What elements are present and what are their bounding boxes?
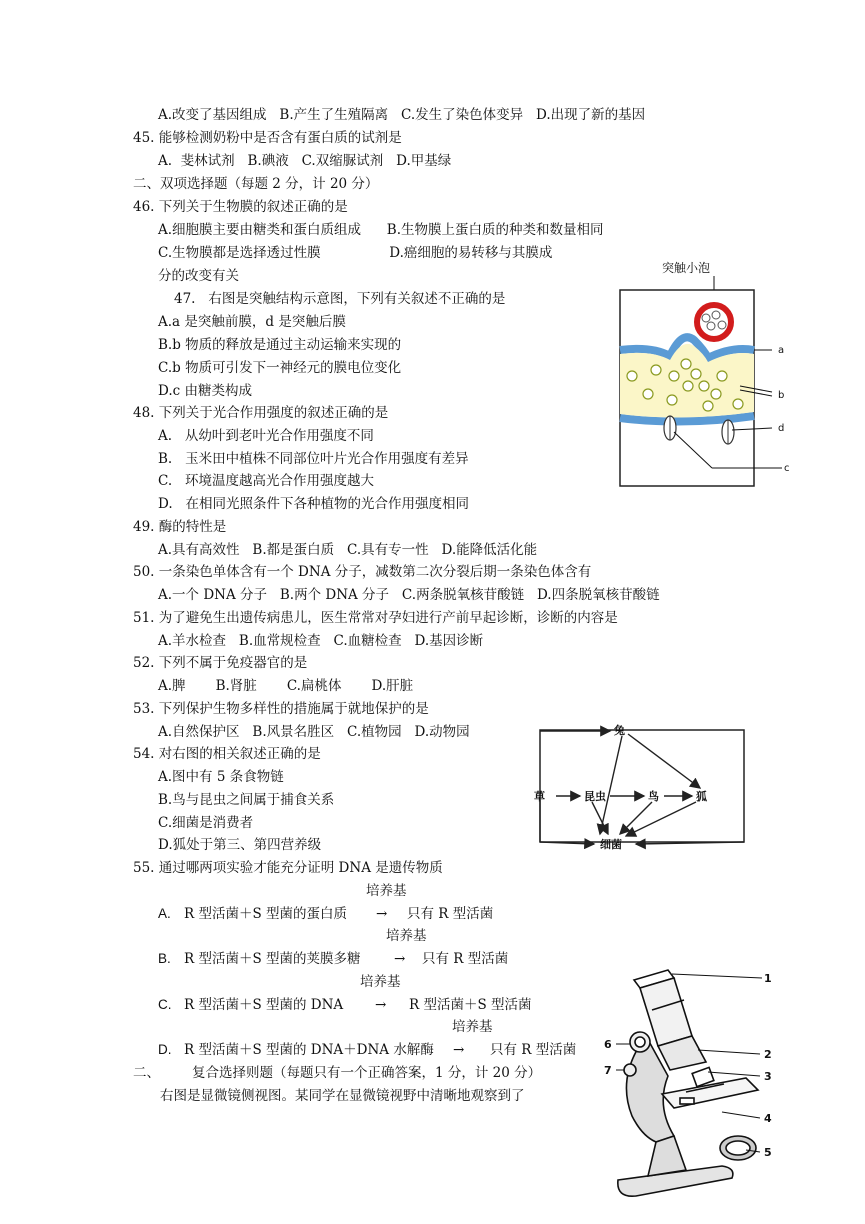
- food-web-node-insect: 昆虫: [584, 790, 606, 803]
- q53-options: A.自然保护区 B.风景名胜区 C.植物园 D.动物园: [158, 724, 470, 740]
- synaptic-vesicle-label: 突触小泡: [662, 261, 711, 275]
- microscope-diagram: [596, 966, 786, 1206]
- q52-stem: 52. 下列不属于免疫器官的是: [133, 655, 308, 671]
- q55-option-d-result: 只有 R 型活菌: [490, 1042, 577, 1058]
- q47-option-a: A.a 是突触前膜，d 是突触后膜: [158, 314, 346, 330]
- q47-stem: 47. 右图是突触结构示意图，下列有关叙述不正确的是: [174, 291, 506, 307]
- food-web-node-bird: 鸟: [648, 790, 659, 803]
- q47-option-c: C.b 物质可引发下一神经元的膜电位变化: [158, 360, 402, 376]
- q55-medium-label-a: 培养基: [366, 883, 407, 899]
- q55-option-a-letter: A.: [158, 906, 171, 921]
- q55-option-c-letter: C.: [158, 997, 172, 1012]
- microscope-label-7: 7: [604, 1064, 612, 1077]
- food-web-diagram: [530, 720, 750, 855]
- q55-option-b-arrow: →: [394, 951, 406, 967]
- section3-heading: 复合选择则题（每题只有一个正确答案，1 分，计 20 分）: [192, 1065, 542, 1081]
- q48-option-d: D. 在相同光照条件下各种植物的光合作用强度相同: [158, 496, 470, 512]
- q55-option-d-text: R 型活菌＋S 型菌的 DNA＋DNA 水解酶: [184, 1042, 434, 1058]
- q54-option-c: C.细菌是消费者: [158, 815, 254, 831]
- q48-option-c: C. 环境温度越高光合作用强度越大: [158, 473, 375, 489]
- q51-stem: 51. 为了避免生出遗传病患儿，医生常常对孕妇进行产前早起诊断，诊断的内容是: [133, 610, 618, 626]
- q46-option-d-cont: 分的改变有关: [158, 268, 239, 284]
- q55-option-c-arrow: →: [375, 997, 387, 1013]
- q55-medium-label-c: 培养基: [360, 974, 401, 990]
- q55-option-c-text: R 型活菌＋S 型菌的 DNA: [184, 997, 344, 1013]
- microscope-label-6: 6: [604, 1038, 612, 1051]
- q52-options: A.脾 B.肾脏 C.扁桃体 D.肝脏: [158, 678, 414, 694]
- q55-option-d-arrow: →: [453, 1042, 465, 1058]
- synapse-diagram: [612, 258, 792, 490]
- q55-option-c-result: R 型活菌＋S 型活菌: [409, 997, 532, 1013]
- synapse-label-c: c: [784, 463, 790, 474]
- q55-option-d-letter: D.: [158, 1042, 172, 1057]
- q55-medium-label-b: 培养基: [386, 928, 427, 944]
- microscope-label-1: 1: [764, 972, 772, 985]
- q45-stem: 45. 能够检测奶粉中是否含有蛋白质的试剂是: [133, 130, 402, 146]
- q48-stem: 48. 下列关于光合作用强度的叙述正确的是: [133, 405, 389, 421]
- food-web-node-rabbit: 兔: [614, 724, 625, 737]
- q55-option-a-arrow: →: [376, 906, 388, 922]
- q55-stem: 55. 通过哪两项实验才能充分证明 DNA 是遗传物质: [133, 860, 443, 876]
- section3-intro: 右图是显微镜侧视图。某同学在显微镜视野中清晰地观察到了: [160, 1088, 525, 1104]
- synapse-label-a: a: [778, 345, 785, 356]
- microscope-label-2: 2: [764, 1048, 772, 1061]
- q48-option-a: A. 从幼叶到老叶光合作用强度不同: [158, 428, 374, 444]
- q46-options-ab: A.细胞膜主要由糖类和蛋白质组成 B.生物膜上蛋白质的种类和数量相同: [158, 222, 604, 238]
- q47-option-b: B.b 物质的释放是通过主动运输来实现的: [158, 337, 402, 353]
- q54-stem: 54. 对右图的相关叙述正确的是: [133, 746, 321, 762]
- food-web-node-grass: 草: [534, 790, 545, 803]
- q55-option-b-letter: B.: [158, 951, 171, 966]
- q48-option-b: B. 玉米田中植株不同部位叶片光合作用强度有差异: [158, 451, 469, 467]
- q55-medium-label-d: 培养基: [452, 1019, 493, 1035]
- q49-stem: 49. 酶的特性是: [133, 519, 227, 535]
- q45-options: A. 斐林试剂 B.碘液 C.双缩脲试剂 D.甲基绿: [158, 153, 452, 169]
- q54-option-a: A.图中有 5 条食物链: [158, 769, 284, 785]
- q55-option-a-result: 只有 R 型活菌: [407, 906, 494, 922]
- food-web-node-fox: 狐: [696, 790, 707, 803]
- microscope-label-5: 5: [764, 1146, 772, 1159]
- q50-stem: 50. 一条染色单体含有一个 DNA 分子，减数第二次分裂后期一条染色体含有: [133, 564, 592, 580]
- q51-options: A.羊水检查 B.血常规检查 C.血糖检查 D.基因诊断: [158, 633, 484, 649]
- q47-option-d: D.c 由糖类构成: [158, 383, 252, 399]
- synapse-label-d: d: [778, 423, 785, 434]
- q44-options: A.改变了基因组成 B.产生了生殖隔离 C.发生了染色体变异 D.出现了新的基因: [158, 107, 646, 123]
- q55-option-b-text: R 型活菌＋S 型菌的荚膜多糖: [184, 951, 361, 967]
- q54-option-d: D.狐处于第三、第四营养级: [158, 837, 322, 853]
- q55-option-b-result: 只有 R 型活菌: [422, 951, 509, 967]
- q54-option-b: B.鸟与昆虫之间属于捕食关系: [158, 792, 335, 808]
- section2-heading: 二、双项选择题（每题 2 分，计 20 分）: [133, 176, 379, 192]
- synapse-label-b: b: [778, 390, 785, 401]
- section3-number: 二、: [133, 1065, 160, 1081]
- food-web-node-bacteria: 细菌: [600, 838, 622, 851]
- microscope-label-3: 3: [764, 1070, 772, 1083]
- q50-options: A.一个 DNA 分子 B.两个 DNA 分子 C.两条脱氧核苷酸链 D.四条脱氧核苷酸链: [158, 587, 660, 603]
- microscope-label-4: 4: [764, 1112, 772, 1125]
- q55-option-a-text: R 型活菌＋S 型菌的蛋白质: [184, 906, 347, 922]
- q46-stem: 46. 下列关于生物膜的叙述正确的是: [133, 199, 348, 215]
- q53-stem: 53. 下列保护生物多样性的措施属于就地保护的是: [133, 701, 429, 717]
- q46-options-cd: C.生物膜都是选择透过性膜 D.癌细胞的易转移与其膜成: [158, 245, 553, 261]
- q49-options: A.具有高效性 B.都是蛋白质 C.具有专一性 D.能降低活化能: [158, 542, 538, 558]
